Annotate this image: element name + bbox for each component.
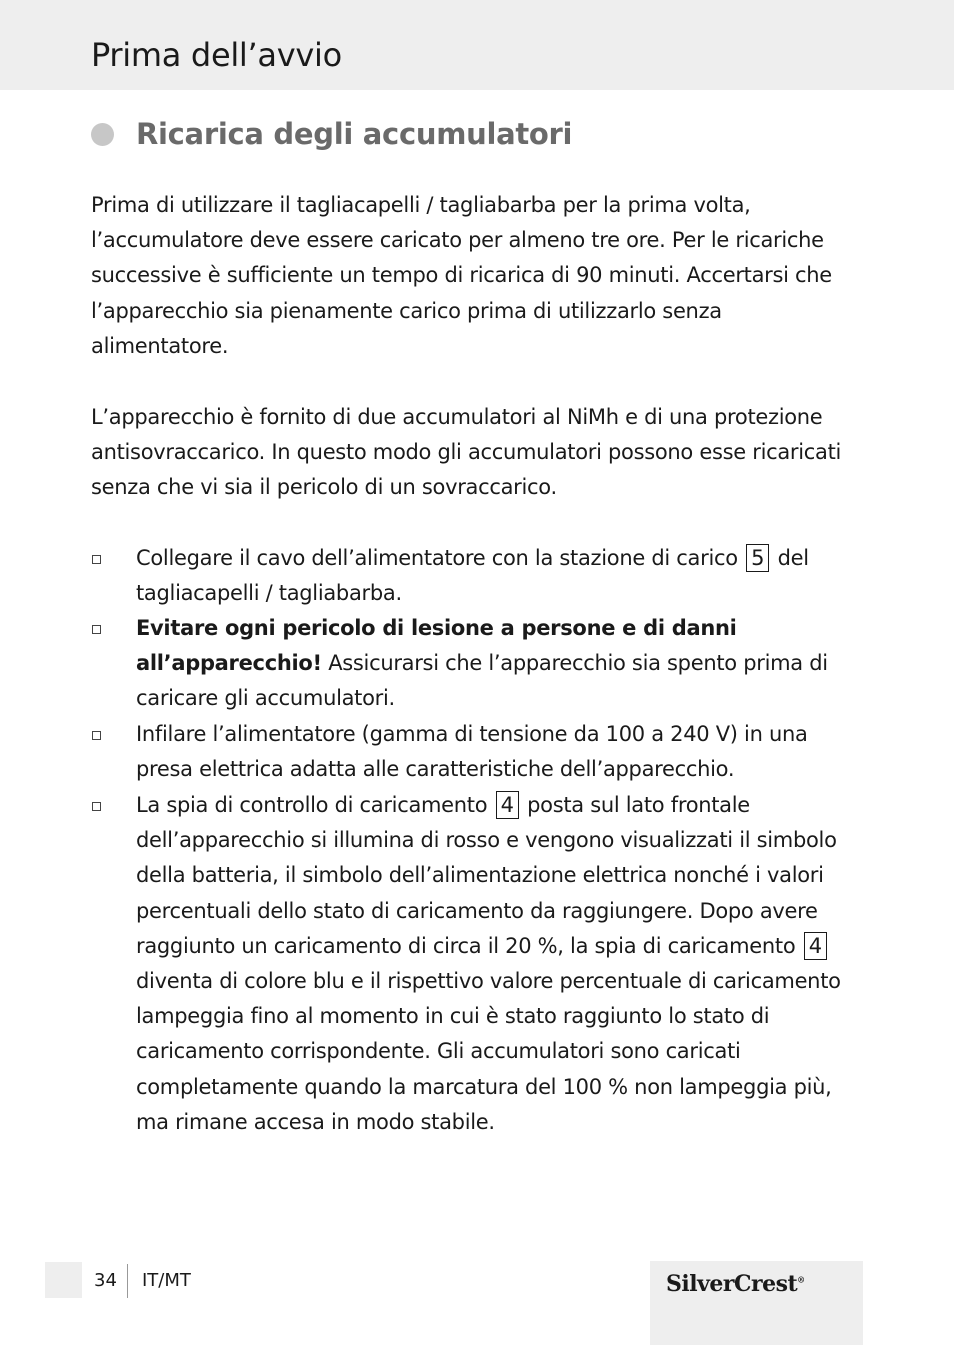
list-item	[91, 611, 863, 717]
section-title: Ricarica degli accumulatori	[136, 117, 573, 151]
locale-label: IT/MT	[142, 1270, 191, 1291]
reference-number: 4	[804, 932, 827, 960]
section-bullet-icon	[91, 123, 114, 146]
step-text: del tagliacapelli / tagliabarba.	[136, 546, 809, 606]
list-item-text	[136, 611, 863, 717]
list-item-text: Infilare l’alimentatore (gamma di tensione da 100 a 240 V) in una presa elettrica adatta alle caratteristiche dell’apparecchio.	[136, 722, 808, 782]
checkbox-bullet-icon	[92, 731, 101, 740]
checkbox-bullet-icon	[92, 625, 101, 634]
page-number: 34	[94, 1270, 117, 1291]
reference-number: 4	[496, 791, 519, 819]
step-text: Assicurarsi che l’apparecchio sia spento prima di caricare gli accumulatori.	[136, 651, 828, 711]
step-text: Collegare il cavo dell’alimentatore con la stazione di carico	[136, 546, 745, 570]
brand-logo-text	[666, 1271, 805, 1297]
list-item	[91, 717, 863, 787]
page-title: Prima dell’avvio	[91, 36, 342, 74]
checkbox-bullet-icon	[92, 555, 101, 564]
intro-paragraph: Prima di utilizzare il tagliacapelli / tagliabarba per la prima volta, l’accumulatore deve essere caricato per almeno tre ore. Per le ricariche successive è sufficiente un tempo di ricarica di 90 minuti. Accertarsi che l’apparecchio sia pienamente carico prima di utilizzarlo senza alimentatore.	[91, 193, 832, 358]
list-item-text	[136, 788, 863, 1140]
step-text: posta sul lato frontale dell’apparecchio si illumina di rosso e vengono visualizzati il simbolo della batteria, il simbolo dell’alimentazione elettrica nonché i valori percentuali dello stato di caricamento da raggiungere. Dopo avere raggiunto un caricamento di circa il 20 %, la spia di caricamento	[136, 793, 837, 958]
list-item	[91, 541, 863, 611]
footer-marker	[45, 1262, 82, 1298]
section-heading	[91, 112, 572, 156]
list-item	[91, 788, 863, 1140]
checkbox-bullet-icon	[92, 802, 101, 811]
list-item-text	[136, 541, 863, 611]
step-text: diventa di colore blu e il rispettivo valore percentuale di caricamento lampeggia fino al momento in cui è stato raggiunto lo stato di caricamento corrispondente. Gli accumulatori sono caricati completamente quando la marcatura del 100 % non lampeggia più, ma rimane accesa in modo stabile.	[136, 969, 841, 1134]
step-text: La spia di controllo di caricamento	[136, 793, 494, 817]
brand-logo	[650, 1261, 863, 1345]
warning-text: Evitare ogni pericolo di lesione a persone e di danni all’apparecchio!	[136, 616, 737, 676]
footer-divider	[127, 1264, 128, 1298]
reference-number: 5	[746, 544, 769, 572]
protection-paragraph: L’apparecchio è fornito di due accumulatori al NiMh e di una protezione antisovraccarico. In questo modo gli accumulatori possono esse ricaricati senza che vi sia il pericolo di un sovraccarico.	[91, 405, 842, 500]
brand-name: SilverCrest	[666, 1271, 798, 1297]
registered-mark: ®	[797, 1274, 805, 1285]
